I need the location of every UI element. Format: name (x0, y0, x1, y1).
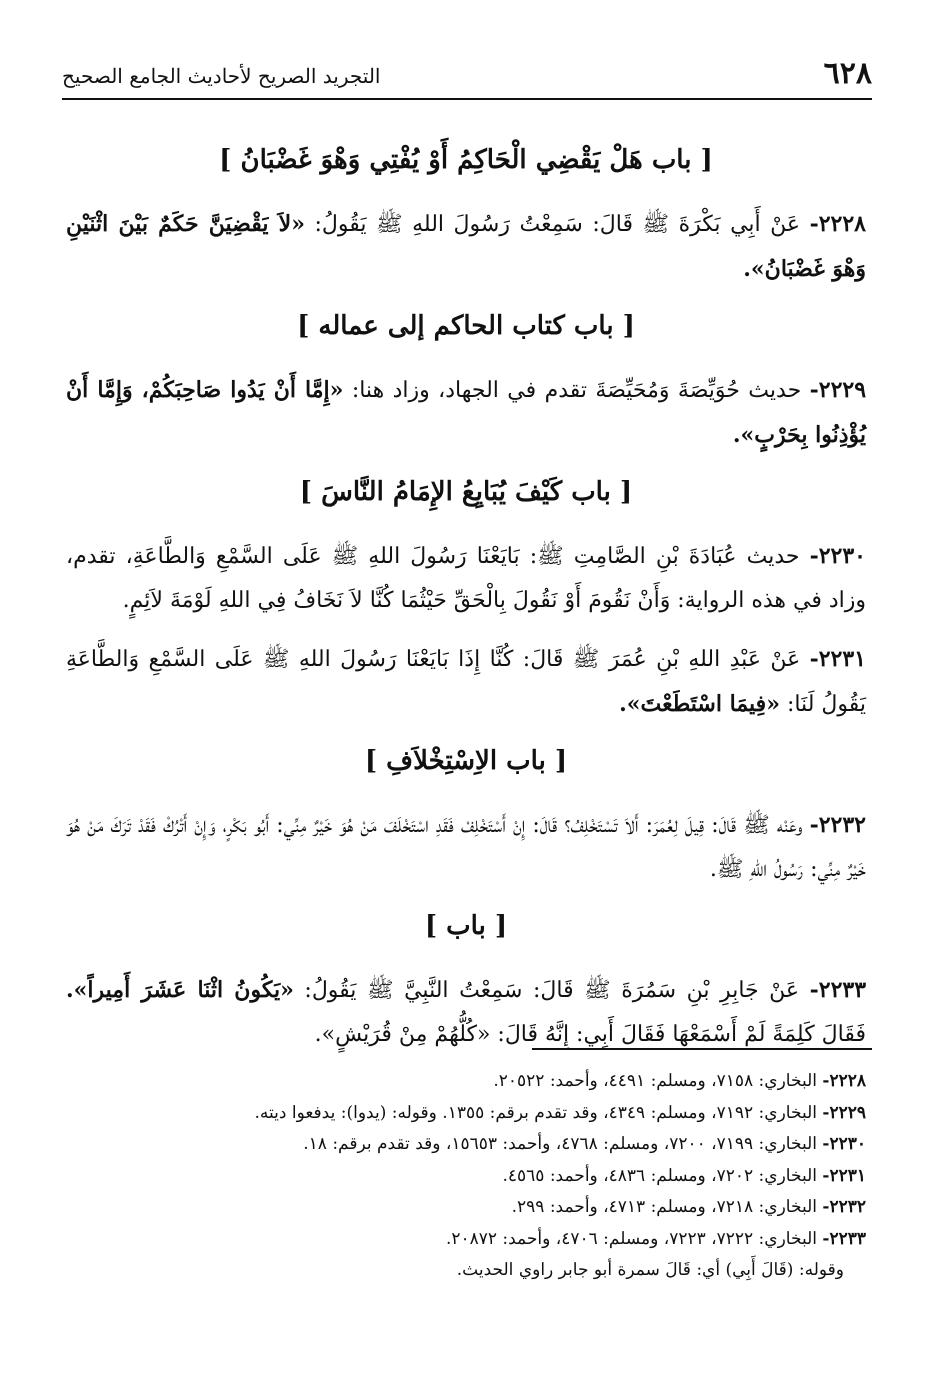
chapter-heading: [ باب الاِسْتِخْلاَفِ ] (364, 746, 568, 776)
hadith-number: ٢٢٣٠- (809, 543, 866, 569)
hadith-number: ٢٢٣٣- (809, 977, 867, 1003)
hadith-paragraph (66, 534, 866, 623)
footnote (66, 1192, 866, 1224)
hadith-text: حديث عُبَادَةَ بْنِ الصَّامِتِ ﷺ: بَايَعْنَا رَسُولَ اللهِ ﷺ عَلَى السَّمْعِ وَالطَّاعَةِ، تقدم، وزاد في هذه الرواية: وَأَنْ نَقُومَ أَوْ نَقُولَ بِالْحَقِّ حَيْثُمَا كُنَّا لاَ نَخَافُ فِي اللهِ لَوْمَةَ لاَئِمٍ. (66, 544, 866, 613)
hadith-text: عَنْ عَبْدِ اللهِ بْنِ عُمَرَ ﷺ قَالَ: كُنَّا إِذَا بَايَعْنَا رَسُولَ اللهِ ﷺ عَلَى السَّمْعِ وَالطَّاعَةِ يَقُولُ لَنَا: (66, 647, 866, 717)
hadith-quote: «إِمَّا أَنْ يَدُوا صَاحِبَكُمْ، وَإِمَّا أَنْ يُؤْذِنُوا بِحَرْبٍ». (66, 377, 866, 448)
hadith-text: عَنْ جَابِرِ بْنِ سَمُرَةَ ﷺ قَالَ: سَمِعْتُ النَّبِيَّ ﷺ يَقُولُ: (293, 978, 800, 1003)
footnote-comment: وقوله: (قَالَ أَبِي) أي: قَالَ سمرة أبو جابر راوي الحديث. (456, 1260, 844, 1280)
footnote-text: البخاري: ٧٢١٨، ومسلم: ٤٧١٣، وأحمد: ٢٩٩. (511, 1197, 817, 1217)
hadith-number: ٢٢٣٢- (809, 812, 866, 838)
hadith-paragraph (66, 202, 866, 292)
hadith-paragraph (66, 368, 866, 458)
header-divider (62, 98, 872, 100)
page-number: ٦٢٨ (823, 56, 872, 91)
hadith-text: وعَنْه ﷺ قَالَ: قِيلَ لِعُمَرَ: أَلاَ تَسْتَخْلِفُ؟ قَالَ: إِنْ أَسْتَخْلِفْ فَقَدِ اسْتَخْلَفَ مَنْ هُوَ خَيْرٌ مِنِّي: أَبُو بَكْرٍ، وَإِنْ أَتْرُكْ فَقَدْ تَرَكَ مَنْ هُوَ خَيْرٌ مِنِّي: رَسُولُ اللهِ ﷺ. (66, 813, 866, 882)
hadith-paragraph (66, 968, 866, 1057)
hadith-text: عَنْ أَبِي بَكْرَةَ ﷺ قَالَ: سَمِعْتُ رَسُولَ اللهِ ﷺ يَقُولُ: (304, 212, 801, 237)
footnote-text: البخاري: ٧٢٢٢، ٧٢٢٣، ومسلم: ٤٧٠٦، وأحمد: ٢٠٨٧٢. (445, 1228, 817, 1249)
footnote-number: ٢٢٣٣- (822, 1228, 866, 1249)
footnote-divider (532, 1048, 872, 1050)
footnote-number: ٢٢٣٠- (822, 1134, 866, 1154)
footnote-text: البخاري: ٧١٥٨، ومسلم: ٤٤٩١، وأحمد: ٢٠٥٢٢. (493, 1071, 817, 1091)
footnote (66, 1161, 866, 1193)
hadith-quote: «لاَ يَقْضِيَنَّ حَكَمٌ بَيْنَ اثْنَيْنِ وَهْوَ غَضْبَانُ». (66, 211, 866, 282)
footnote-number: ٢٢٣١- (822, 1165, 866, 1186)
footnote-text: البخاري: ٧١٩٢، ومسلم: ٤٣٤٩، وقد تقدم برقم: ١٣٥٥. وقوله: (يدوا): يدفعوا ديته. (254, 1102, 817, 1123)
page-header (62, 56, 872, 96)
hadith-paragraph (66, 803, 866, 892)
footnote (66, 1066, 866, 1098)
footnote-text: البخاري: ٧١٩٩، ٧٢٠٠، ومسلم: ٤٧٦٨، وأحمد: ١٥٦٥٣، وقد تقدم برقم: ١٨. (303, 1134, 817, 1154)
page-body (66, 130, 866, 1071)
running-title: التجريد الصريح لأحاديث الجامع الصحيح (62, 64, 381, 88)
hadith-number: ٢٢٣١- (809, 646, 866, 672)
hadith-quote: «يَكُونُ اثْنَا عَشَرَ أَمِيراً». (66, 977, 294, 1003)
hadith-continuation: فَقَالَ كَلِمَةً لَمْ أَسْمَعْهَا فَقَالَ أَبِي: إِنَّهُ قَالَ: «كُلُّهُمْ مِنْ قُرَيْشٍ». (314, 1022, 866, 1047)
hadith-quote: «فِيمَا اسْتَطَعْتَ». (619, 691, 780, 717)
footnote (66, 1224, 866, 1256)
footnote-text: البخاري: ٧٢٠٢، ومسلم: ٤٨٣٦، وأحمد: ٤٥٦٥. (502, 1165, 817, 1186)
footnotes (66, 1066, 866, 1287)
footnote-number: ٢٢٢٩- (822, 1102, 866, 1123)
footnote-number: ٢٢٣٢- (822, 1197, 866, 1217)
chapter-heading: [ باب هَلْ يَقْضِي الْحَاكِمُ أَوْ يُفْتِي وَهْوَ غَضْبَانُ ] (219, 145, 713, 175)
hadith-text: حديث حُوَيِّصَةَ وَمُحَيِّصَةَ تقدم في الجهاد، وزاد هنا: (343, 378, 802, 403)
footnote (66, 1098, 866, 1130)
footnote (66, 1129, 866, 1161)
hadith-paragraph (66, 637, 866, 727)
chapter-heading: [ باب كَيْفَ يُبَايِعُ الإِمَامُ النَّاسَ ] (299, 477, 633, 507)
hadith-number: ٢٢٢٩- (809, 377, 867, 403)
footnote-number: ٢٢٢٨- (822, 1071, 866, 1091)
hadith-number: ٢٢٢٨- (809, 211, 866, 237)
chapter-heading: [ باب كتاب الحاكم إلى عماله ] (297, 311, 635, 341)
chapter-heading: [ باب ] (424, 911, 508, 941)
